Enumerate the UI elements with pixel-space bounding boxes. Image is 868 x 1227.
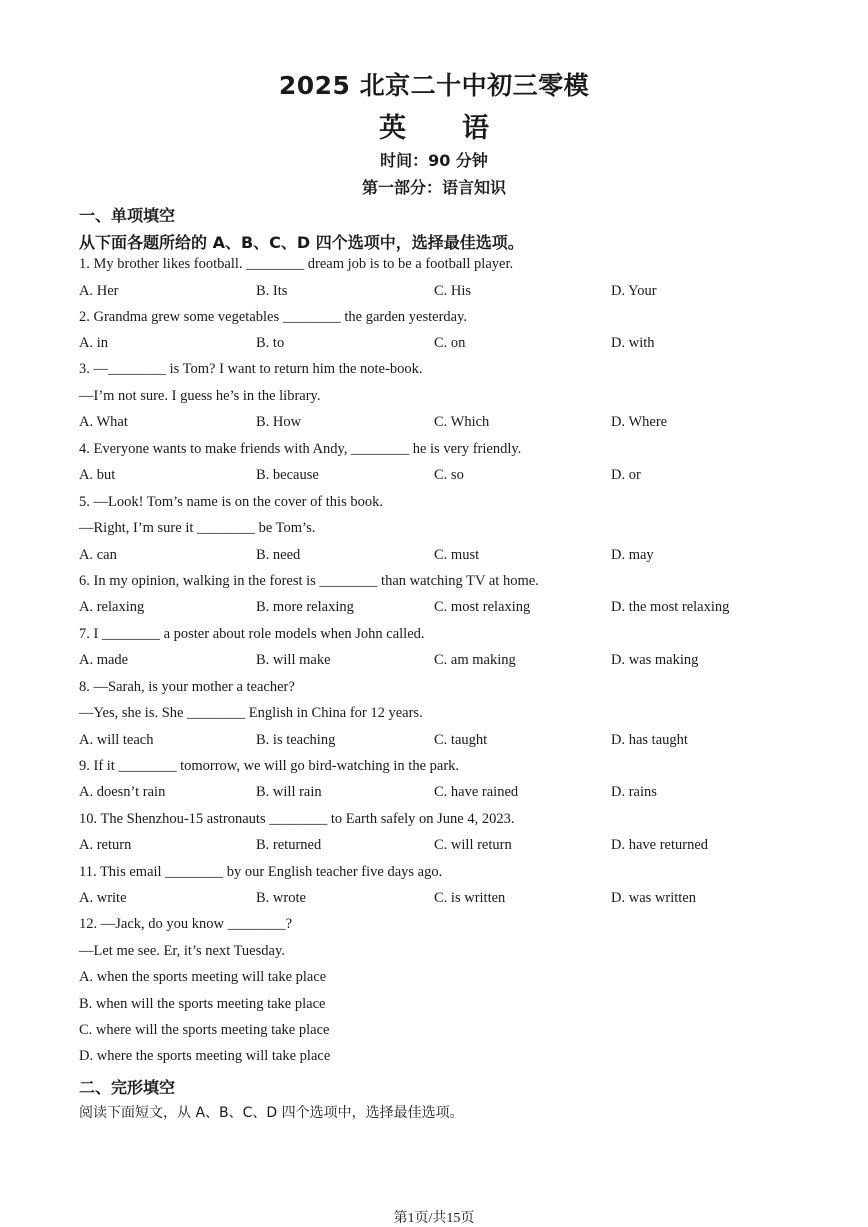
option-d: D. the most relaxing xyxy=(611,599,730,615)
option-b: B. more relaxing xyxy=(256,599,354,615)
option-d: D. or xyxy=(611,467,641,483)
question-8-stem: 8. —Sarah, is your mother a teacher? xyxy=(79,679,295,695)
option-c: C. taught xyxy=(434,732,488,748)
option-d: D. have returned xyxy=(611,837,709,853)
question-11-options xyxy=(79,890,839,910)
option-b: B. will rain xyxy=(256,784,322,800)
question-1-stem: 1. My brother likes football. ________ dream job is to be a football player. xyxy=(79,256,514,272)
question-6-options xyxy=(79,599,839,619)
question-3-stem: 3. —________ is Tom? I want to return him the note-book. xyxy=(79,361,423,377)
question-8-options xyxy=(79,732,839,752)
question-11-stem: 11. This email ________ by our English teacher five days ago. xyxy=(79,864,443,880)
option-b: B. returned xyxy=(256,837,322,853)
option-a: A. but xyxy=(79,467,116,483)
option-c: C. must xyxy=(434,547,480,563)
question-12-stem: 12. —Jack, do you know ________? xyxy=(79,916,293,932)
option-c: C. Which xyxy=(434,414,490,430)
option-a: A. can xyxy=(79,547,117,563)
question-9-options xyxy=(79,784,839,804)
option-d: D. with xyxy=(611,335,655,351)
section2-heading: 二、完形填空 xyxy=(79,1078,176,1097)
option-b: B. is teaching xyxy=(256,732,336,748)
question-3-options xyxy=(79,414,839,434)
option-c: C. on xyxy=(434,335,466,351)
question-5-dialogue: —Right, I’m sure it ________ be Tom’s. xyxy=(79,520,316,536)
question-4-stem: 4. Everyone wants to make friends with Andy, ________ he is very friendly. xyxy=(79,441,522,457)
question-5-stem: 5. —Look! Tom’s name is on the cover of this book. xyxy=(79,494,383,510)
question-9-stem: 9. If it ________ tomorrow, we will go bird-watching in the park. xyxy=(79,758,460,774)
section2-instruction: 阅读下面短文，从 A、B、C、D 四个选项中，选择最佳选项。 xyxy=(79,1105,464,1121)
option-d: D. has taught xyxy=(611,732,688,748)
question-12-option-c: C. where will the sports meeting take place xyxy=(79,1022,330,1038)
option-b: B. because xyxy=(256,467,319,483)
question-10-stem: 10. The Shenzhou-15 astronauts ________ to Earth safely on June 4, 2023. xyxy=(79,811,515,827)
option-b: B. to xyxy=(256,335,285,351)
option-a: A. return xyxy=(79,837,132,853)
option-c: C. His xyxy=(434,283,472,299)
option-a: A. in xyxy=(79,335,108,351)
option-c: C. is written xyxy=(434,890,506,906)
option-a: A. Her xyxy=(79,283,119,299)
exam-time: 时间：90 分钟 xyxy=(380,151,488,170)
option-d: D. Your xyxy=(611,283,657,299)
question-3-dialogue: —I’m not sure. I guess he’s in the library. xyxy=(79,388,321,404)
subject-char-1: 英 xyxy=(379,113,406,144)
option-c: C. have rained xyxy=(434,784,519,800)
question-4-options xyxy=(79,467,839,487)
option-a: A. made xyxy=(79,652,129,668)
question-1-options xyxy=(79,283,839,303)
section1-instruction: 从下面各题所给的 A、B、C、D 四个选项中，选择最佳选项。 xyxy=(79,233,524,252)
page-footer: 第1页/共15页 xyxy=(393,1211,475,1226)
option-a: A. doesn’t rain xyxy=(79,784,166,800)
option-b: B. need xyxy=(256,547,301,563)
question-8-dialogue: —Yes, she is. She ________ English in China for 12 years. xyxy=(79,705,423,721)
question-12-option-a: A. when the sports meeting will take place xyxy=(79,969,327,985)
question-12-option-b: B. when will the sports meeting take place xyxy=(79,996,326,1012)
option-b: B. How xyxy=(256,414,302,430)
question-10-options xyxy=(79,837,839,857)
option-c: C. am making xyxy=(434,652,516,668)
subject-char-2: 语 xyxy=(462,113,489,144)
option-c: C. will return xyxy=(434,837,512,853)
option-a: A. write xyxy=(79,890,127,906)
option-b: B. wrote xyxy=(256,890,306,906)
section1-heading: 一、单项填空 xyxy=(79,206,176,225)
option-d: D. was making xyxy=(611,652,699,668)
subject-title xyxy=(0,106,868,145)
exam-title: 2025 北京二十中初三零模 xyxy=(278,71,590,100)
question-7-options xyxy=(79,652,839,672)
option-a: A. relaxing xyxy=(79,599,145,615)
question-5-options xyxy=(79,547,839,567)
option-d: D. may xyxy=(611,547,654,563)
part-heading: 第一部分：语言知识 xyxy=(361,178,506,197)
option-d: D. was written xyxy=(611,890,696,906)
option-d: D. Where xyxy=(611,414,668,430)
question-12-dialogue: —Let me see. Er, it’s next Tuesday. xyxy=(79,943,285,959)
question-2-options xyxy=(79,335,839,355)
option-a: A. will teach xyxy=(79,732,154,748)
option-c: C. most relaxing xyxy=(434,599,531,615)
question-12-option-d: D. where the sports meeting will take place xyxy=(79,1048,331,1064)
option-c: C. so xyxy=(434,467,464,483)
option-b: B. Its xyxy=(256,283,288,299)
option-a: A. What xyxy=(79,414,128,430)
question-6-stem: 6. In my opinion, walking in the forest is ________ than watching TV at home. xyxy=(79,573,539,589)
question-7-stem: 7. I ________ a poster about role models when John called. xyxy=(79,626,425,642)
question-2-stem: 2. Grandma grew some vegetables ________ the garden yesterday. xyxy=(79,309,468,325)
option-d: D. rains xyxy=(611,784,657,800)
option-b: B. will make xyxy=(256,652,331,668)
